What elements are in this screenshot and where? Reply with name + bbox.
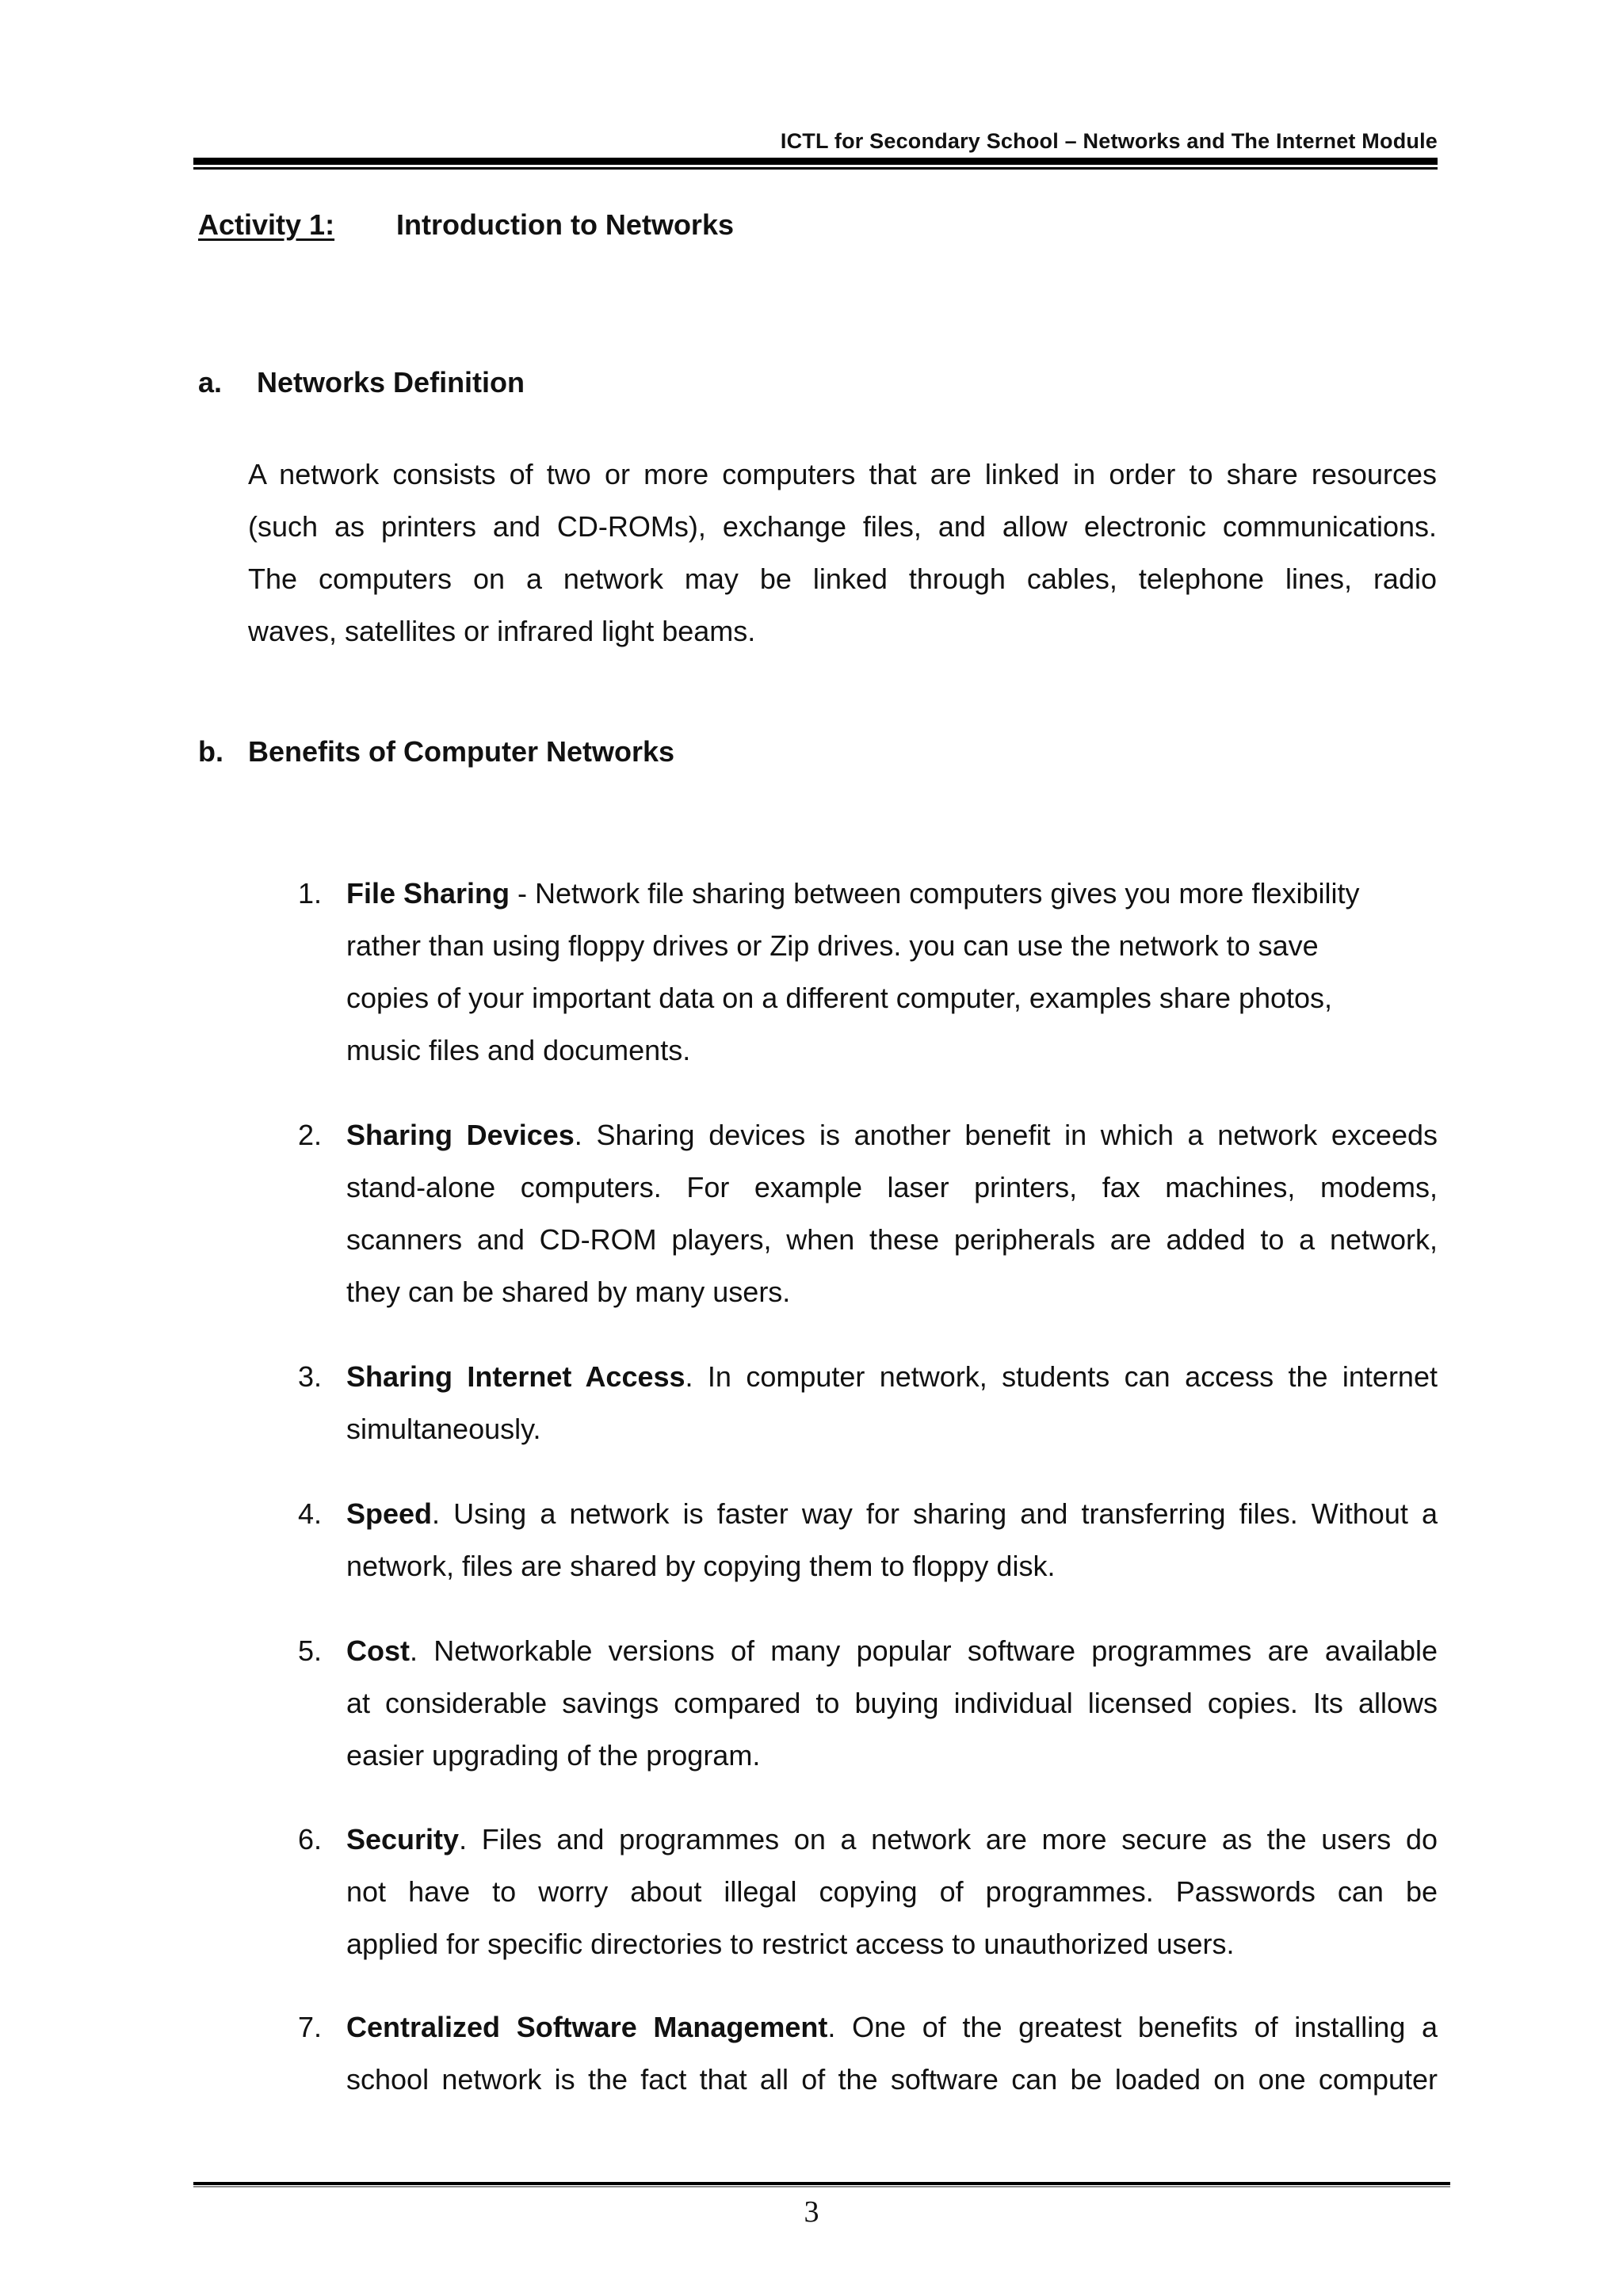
activity-heading <box>198 208 734 242</box>
list-item-line: music files and documents. <box>346 1034 691 1066</box>
list-item-first-line <box>346 1109 1438 1161</box>
list-item-body <box>346 868 1438 1077</box>
list-item-number: 1. <box>298 877 323 910</box>
section-a-title: Networks Definition <box>257 366 525 399</box>
list-item-term: Centralized Software Management <box>346 2011 828 2043</box>
list-item-line: not have to worry about illegal copying of programmes. Passwords can be <box>346 1875 1438 1908</box>
activity-label: Activity 1: <box>198 208 335 241</box>
list-item-number: 3. <box>298 1360 323 1393</box>
list-item-line: they can be shared by many users. <box>346 1276 791 1308</box>
list-item-text: . Files and programmes on a network are more secure as the users do <box>459 1823 1438 1855</box>
header-rule <box>193 158 1438 165</box>
list-item-first-line <box>346 2001 1438 2054</box>
list-item-term: Speed <box>346 1497 433 1530</box>
list-item-text: . Sharing devices is another benefit in which a network exceeds <box>574 1119 1438 1151</box>
section-b-marker: b. <box>198 735 223 768</box>
activity-title: Introduction to Networks <box>396 208 734 241</box>
list-item-line: copies of your important data on a different computer, examples share photos, <box>346 982 1333 1014</box>
footer-rule-shadow <box>193 2186 1450 2187</box>
list-item-text: . One of the greatest benefits of installing a <box>827 2011 1438 2043</box>
list-item-line: stand-alone computers. For example laser printers, fax machines, modems, <box>346 1171 1438 1203</box>
list-item-body <box>346 1488 1438 1592</box>
list-item-text: . Networkable versions of many popular software programmes are available <box>410 1634 1438 1667</box>
list-item-line: school network is the fact that all of the software can be loaded on one computer <box>346 2063 1438 2096</box>
list-item-number: 7. <box>298 2011 323 2043</box>
list-item-term: Sharing Internet Access <box>346 1360 685 1393</box>
list-item-line: scanners and CD-ROM players, when these peripherals are added to a network, <box>346 1223 1438 1256</box>
list-item-line: at considerable savings compared to buying individual licensed copies. Its allows <box>346 1687 1438 1719</box>
paragraph-line: (such as printers and CD-ROMs), exchange files, and allow electronic communications. <box>248 510 1437 543</box>
network-definition-paragraph <box>248 448 1437 658</box>
paragraph-line: The computers on a network may be linked through cables, telephone lines, radio <box>248 563 1437 595</box>
list-item-term: Cost <box>346 1634 410 1667</box>
list-item-body <box>346 1109 1438 1318</box>
list-item-body <box>346 2001 1438 2106</box>
list-item-term: Sharing Devices <box>346 1119 575 1151</box>
list-item-first-line <box>346 868 1438 920</box>
list-item-line: network, files are shared by copying them to floppy disk. <box>346 1550 1056 1582</box>
list-item-number: 5. <box>298 1634 323 1667</box>
list-item-term: File Sharing <box>346 877 510 910</box>
list-item-first-line <box>346 1814 1438 1866</box>
paragraph-line: waves, satellites or infrared light beams. <box>248 615 756 647</box>
header-rule-thin <box>193 167 1438 170</box>
list-item-line: simultaneously. <box>346 1413 541 1445</box>
footer-rule <box>193 2182 1450 2185</box>
running-header: ICTL for Secondary School – Networks and The Internet Module <box>780 129 1438 153</box>
list-item-text: - Network file sharing between computers gives you more flexibility <box>510 877 1360 910</box>
list-item-body <box>346 1351 1438 1455</box>
list-item-line: easier upgrading of the program. <box>346 1739 761 1772</box>
section-a-marker: a. <box>198 366 223 399</box>
list-item-text: . In computer network, students can access the internet <box>685 1360 1438 1393</box>
list-item-body <box>346 1625 1438 1782</box>
list-item-first-line <box>346 1488 1438 1540</box>
list-item-line: applied for specific directories to restrict access to unauthorized users. <box>346 1928 1235 1960</box>
list-item-term: Security <box>346 1823 460 1855</box>
list-item-text: . Using a network is faster way for sharing and transferring files. Without a <box>432 1497 1438 1530</box>
list-item-first-line <box>346 1625 1438 1677</box>
page-number: 3 <box>804 2195 819 2229</box>
list-item-number: 2. <box>298 1119 323 1151</box>
list-item-body <box>346 1814 1438 1970</box>
section-b-title: Benefits of Computer Networks <box>248 735 675 768</box>
list-item-first-line <box>346 1351 1438 1403</box>
list-item-number: 6. <box>298 1823 323 1855</box>
paragraph-line: A network consists of two or more computers that are linked in order to share resources <box>248 458 1437 490</box>
list-item-number: 4. <box>298 1497 323 1530</box>
list-item-line: rather than using floppy drives or Zip drives. you can use the network to save <box>346 929 1319 962</box>
